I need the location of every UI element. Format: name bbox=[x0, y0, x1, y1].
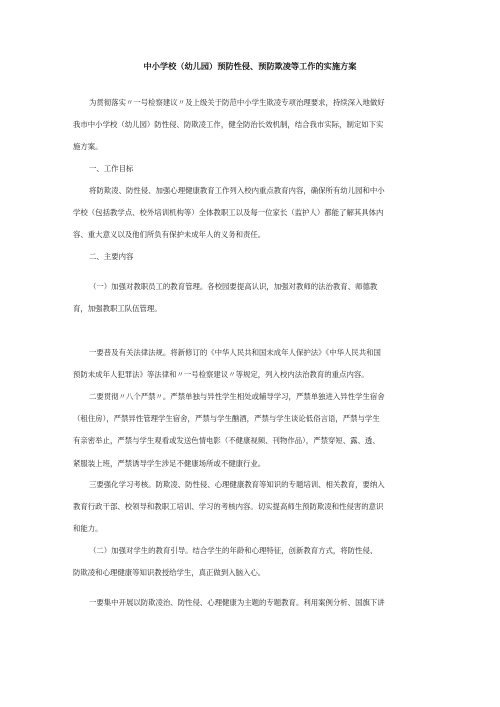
paragraph-line: 将防欺凌、防性侵、加强心理健康教育工作列入校内重点教育内容，确保所有幼儿园和中小 bbox=[89, 186, 385, 195]
paragraph-line: 防欺凌和心理健康等知识教授给学生，真正做到入脑入心。 bbox=[73, 568, 266, 578]
paragraph-item-1 bbox=[73, 276, 430, 320]
paragraph-line: （一）加强对教职员工的教育管理。各校园要提高认识，加强对教师的法治教育、师德教 bbox=[89, 282, 378, 291]
paragraph-line: （二）加强对学生的教育引导。结合学生的年龄和心理特征，创新教育方式，将防性侵、 bbox=[89, 546, 378, 555]
paragraph-line: 容、重大意义以及他们所负有保护未成年人的义务和责任。 bbox=[73, 230, 266, 240]
paragraph-line: 育，加强教职工队伍管理。 bbox=[73, 304, 162, 314]
paragraph-section-1-heading bbox=[73, 158, 430, 180]
paragraph-line: 和能力。 bbox=[73, 524, 103, 534]
paragraph-line: 二要贯彻〃八个严禁〃。严禁单独与异性学生相处或辅导学习，严禁单独进入异性学生宿舍 bbox=[89, 392, 385, 401]
paragraph-intro bbox=[73, 92, 430, 159]
paragraph-line: 二、主要内容 bbox=[89, 252, 134, 261]
paragraph-line: 一要集中开展以防欺凌治、防性侵、心理健康为主题的专题教育。利用案例分析、国旗下讲 bbox=[89, 598, 385, 607]
paragraph-line: 紧服装上班，严禁诱导学生涉足不健康场所或不健康行业。 bbox=[73, 458, 266, 468]
paragraph-section-2-heading bbox=[73, 246, 430, 268]
document-title: 中小学校（幼儿园）预防性侵、预防欺凌等工作的实施方案 bbox=[143, 61, 357, 71]
paragraph-item-1-a bbox=[73, 342, 430, 386]
paragraph-line: 教育行政干部、校领导和教职工培训、学习的考核内容。切实提高师生预防欺凌和性侵害的意识 bbox=[73, 502, 384, 512]
paragraph-section-1-body bbox=[73, 180, 430, 247]
paragraph-item-1-c bbox=[73, 474, 430, 541]
paragraph-line: 施方案。 bbox=[73, 142, 103, 152]
paragraph-item-2 bbox=[73, 540, 430, 584]
paragraph-line: （租住房），严禁异性管理学生宿舍，严禁与学生酗酒，严禁与学生谈论低俗言语，严禁与学生 bbox=[73, 414, 380, 424]
paragraph-line: 一要普及有关法律法规。将新修订的《中华人民共和国未成年人保护法》《中华人民共和国 bbox=[89, 348, 381, 357]
paragraph-item-2-a bbox=[73, 592, 430, 614]
paragraph-line: 为贯彻落实〃一号检察建议〃及上级关于防范中小学生欺凌专项治理要求，持续深入地做好 bbox=[89, 98, 385, 107]
paragraph-line: 一、工作目标 bbox=[89, 164, 134, 173]
paragraph-line: 三要强化学习考核。防欺凌、防性侵、心理健康教育等知识的专题培训、相关教育，要纳入 bbox=[89, 480, 385, 489]
paragraph-item-1-b bbox=[73, 386, 430, 475]
paragraph-line: 我市中小学校（幼儿园）防性侵、防欺凌工作，健全防治长效机制，结合我市实际，制定如下实 bbox=[73, 120, 384, 130]
paragraph-line: 预防未成年人犯罪法》等法律和〃一号检察建议〃等规定，列入校内法治教育的重点内容。 bbox=[73, 370, 369, 380]
paragraph-line: 学校（包括教学点、校外培训机构等）全体教职工以及每一位家长（监护人）都能了解其具体内 bbox=[73, 208, 384, 218]
paragraph-line: 有亲密举止，严禁与学生观看或发送色情电影（不健康视频、刊物作品），严禁穿短、露、透、 bbox=[73, 436, 380, 446]
